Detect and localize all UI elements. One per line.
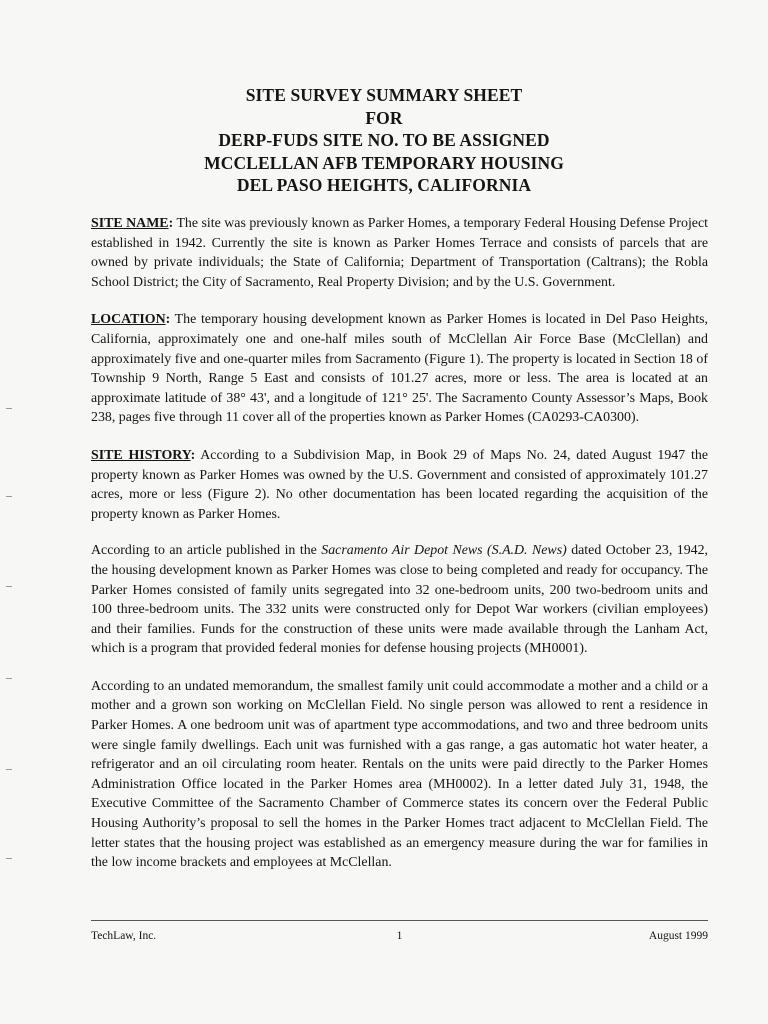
site-name-heading: SITE NAME [91, 216, 169, 231]
article-paragraph [91, 541, 708, 659]
site-history-heading: SITE HISTORY [91, 447, 191, 463]
scan-margin-mark [6, 586, 12, 587]
footer-rule [91, 920, 708, 921]
scan-margin-mark [6, 496, 12, 497]
article-text-start: According to an article published in the [91, 543, 322, 559]
footer-company: TechLaw, Inc. [91, 930, 157, 942]
document-body [91, 214, 708, 891]
document-title [60, 84, 708, 197]
newspaper-title: Sacramento Air Depot News (S.A.D. News) [321, 543, 567, 559]
memorandum-paragraph: According to an undated memorandum, the smallest family unit could accommodate a mother and a child or a mother and a grown son working on McClellan Field. No single person was allowed to rent a residence in Parker Homes. A one bedroom unit was of apartment type accommodations, and two and three bedroom units were single family dwellings. Each unit was furnished with a gas range, a gas automatic hot water heater, a refrigerator and an oil circulating room heater. Rentals on the units were paid directly to the Parker Homes Administration Office located in the Parker Homes area (MH0002). In a letter dated July 31, 1948, the Executive Committee of the Sacramento Chamber of Commerce states its concern over the Federal Public Housing Authority’s proposal to sell the homes in the Parker Homes tract adjacent to McClellan Field. The letter states that the housing project was established as an emergency measure during the war for families in the low income brackets and employees at McClellan. [91, 678, 708, 871]
scan-margin-mark [6, 858, 12, 859]
page-footer [91, 929, 708, 943]
title-line: SITE SURVEY SUMMARY SHEET [245, 85, 523, 105]
scan-margin-mark [6, 678, 12, 679]
location-paragraph [91, 310, 708, 428]
heading-colon: : [165, 312, 171, 328]
location-heading: LOCATION [91, 312, 166, 328]
title-line: FOR [365, 107, 403, 128]
site-history-text: According to a Subdivision Map, in Book 29 of Maps No. 24, dated August 1947 the property known as Parker Homes was owned by the U.S. Government and consisted of approximately 101.27 acres, more or less (Figure 2). No other documentation has been located regarding the acquisition of the property known as Parker Homes. [91, 447, 709, 522]
article-text-end: dated October 23, 1942, the housing development known as Parker Homes was close to being completed and ready for occupancy. The Parker Homes consisted of family units segregated into 32 one-bedroom units, 200 two-bedroom units and 100 three-bedroom units. The 332 units were constructed only for Depot War workers (civilian employees) and their families. Funds for the construction of these units were made available through the Lanham Act, which is a program that provided federal monies for defense housing projects (MH0001). [91, 543, 709, 657]
site-name-text: The site was previously known as Parker Homes, a temporary Federal Housing Defense Project established in 1942. Currently the site is known as Parker Homes Terrace and consists of parcels that are owned by private individuals; the State of California; Department of Transportation (Caltrans); the Robla School District; the City of Sacramento, Real Property Division; and by the U.S. Government. [91, 216, 709, 290]
page-number: 1 [396, 930, 403, 942]
site-history-paragraph [91, 446, 708, 524]
title-line: DEL PASO HEIGHTS, CALIFORNIA [236, 175, 532, 195]
heading-colon: : [190, 447, 196, 463]
title-line: MCCLELLAN AFB TEMPORARY HOUSING [204, 152, 564, 173]
title-line: DERP-FUDS SITE NO. TO BE ASSIGNED [218, 130, 550, 150]
scan-margin-mark [6, 769, 12, 770]
heading-colon: : [168, 216, 174, 231]
location-text: The temporary housing development known as Parker Homes is located in Del Paso Heights, California, approximately one and one-half miles south of McClellan Air Force Base (McClellan) and approximately five and one-quarter miles from Sacramento (Figure 1). The property is located in Section 18 of Township 9 North, Range 5 East and consists of 101.27 acres, more or less. The area is located at an approximate latitude of 38° 43', and a longitude of 121° 25'. The Sacramento County Assessor’s Maps, Book 238, pages five through 11 cover all of the properties known as Parker Homes (CA0293-CA0300). [91, 312, 708, 426]
site-name-paragraph [91, 214, 708, 292]
footer-date: August 1999 [648, 930, 708, 942]
scan-margin-mark [6, 408, 12, 409]
